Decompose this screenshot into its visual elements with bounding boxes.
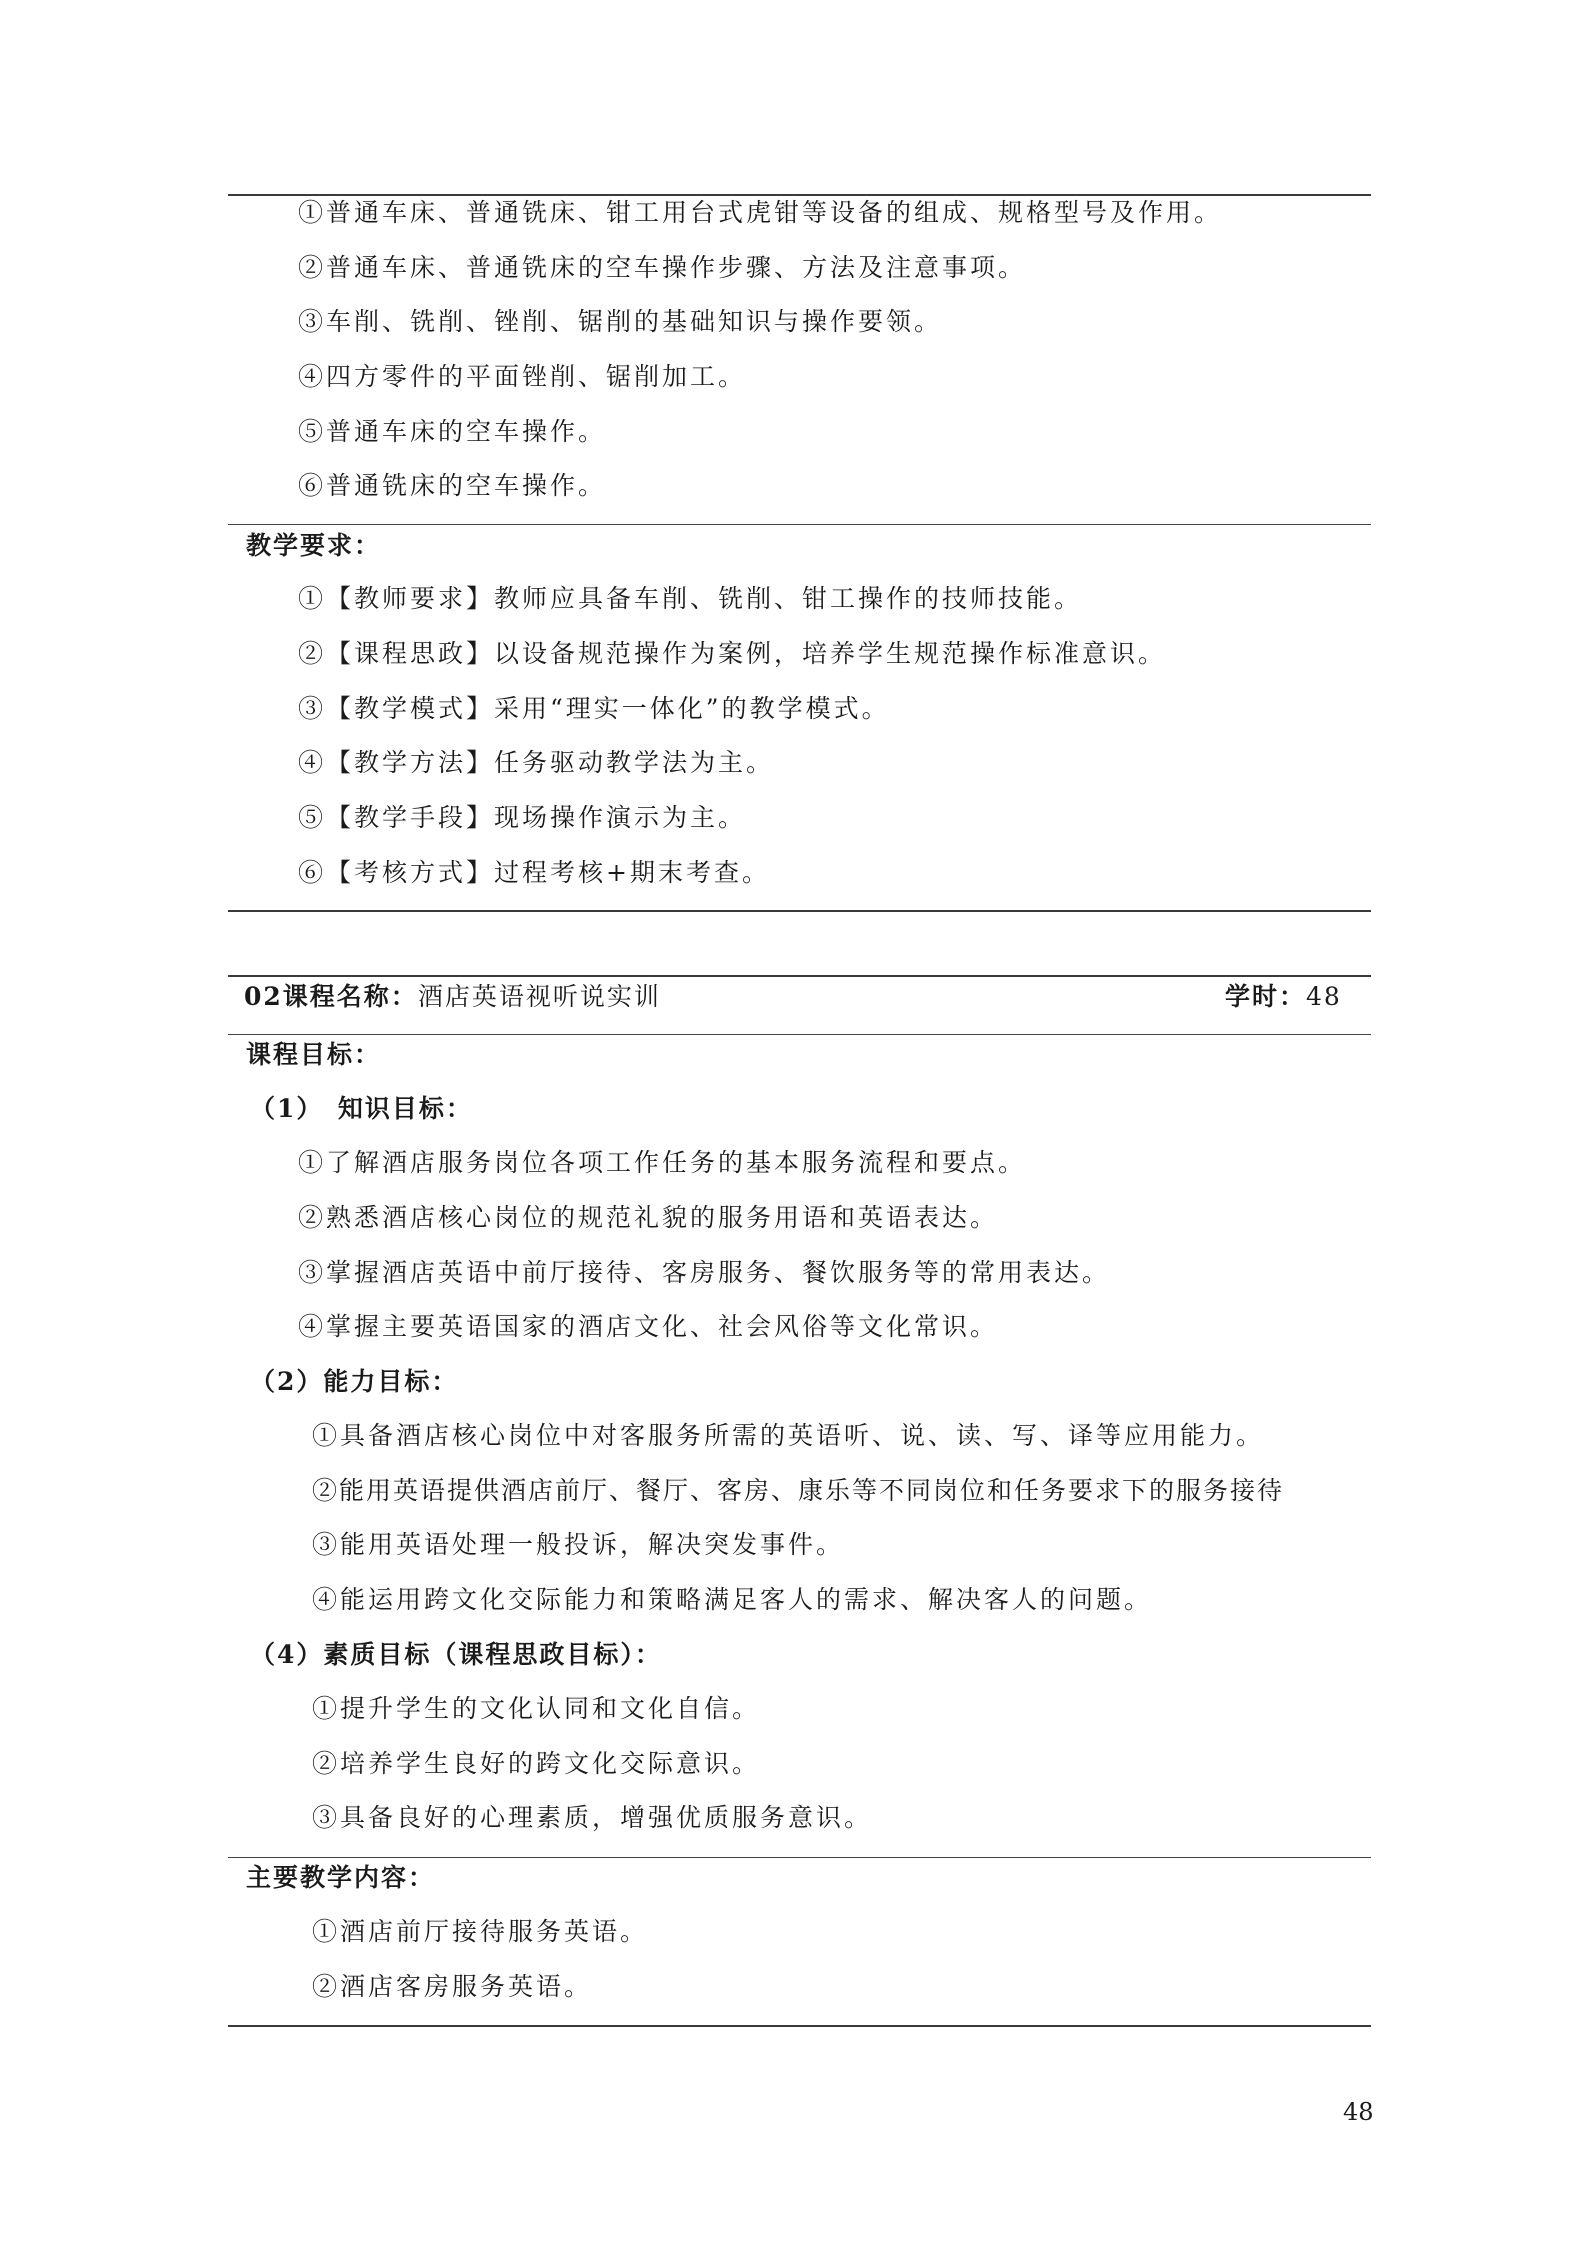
list-item: ①酒店前厅接待服务英语。 xyxy=(312,1917,649,1946)
course-title-row xyxy=(244,980,661,1014)
list-item: ②能用英语提供酒店前厅、餐厅、客房、康乐等不同岗位和任务要求下的服务接待 xyxy=(312,1476,1285,1505)
list-item: ④四方零件的平面锉削、锯削加工。 xyxy=(298,362,747,391)
list-item: ③掌握酒店英语中前厅接待、客房服务、餐饮服务等的常用表达。 xyxy=(298,1258,1111,1287)
divider xyxy=(228,1857,1371,1858)
list-item: ③具备良好的心理素质，增强优质服务意识。 xyxy=(312,1803,873,1832)
divider xyxy=(228,1034,1371,1035)
list-item: ④【教学方法】任务驱动教学法为主。 xyxy=(298,748,775,777)
hours-value: 48 xyxy=(1306,982,1342,1011)
list-item: ②【课程思政】以设备规范操作为案例，培养学生规范操作标准意识。 xyxy=(298,639,1167,668)
list-item: ④能运用跨文化交际能力和策略满足客人的需求、解决客人的问题。 xyxy=(312,1585,1153,1614)
bottom-rule xyxy=(228,2025,1371,2027)
list-item: ③【教学模式】采用“理实一体化”的教学模式。 xyxy=(298,694,890,723)
list-item: ①普通车床、普通铣床、钳工用台式虎钳等设备的组成、规格型号及作用。 xyxy=(298,198,1223,227)
page-number: 48 xyxy=(1343,2098,1374,2126)
list-item: ⑥普通铣床的空车操作。 xyxy=(298,471,607,500)
list-item: ②培养学生良好的跨文化交际意识。 xyxy=(312,1749,761,1778)
course-hours xyxy=(1225,980,1342,1014)
requirements-heading: 教学要求： xyxy=(246,531,382,560)
list-item: ①提升学生的文化认同和文化自信。 xyxy=(312,1694,761,1723)
list-item: ②酒店客房服务英语。 xyxy=(312,1972,593,2001)
course-number: 02 xyxy=(244,982,283,1011)
list-item: ④掌握主要英语国家的酒店文化、社会风俗等文化常识。 xyxy=(298,1312,999,1341)
divider xyxy=(228,524,1371,525)
list-item: ②普通车床、普通铣床的空车操作步骤、方法及注意事项。 xyxy=(298,253,1027,282)
list-item: ③能用英语处理一般投诉，解决突发事件。 xyxy=(312,1530,845,1559)
objectives-heading: 课程目标： xyxy=(246,1040,382,1069)
list-item: ①了解酒店服务岗位各项工作任务的基本服务流程和要点。 xyxy=(298,1148,1027,1177)
list-item: ②熟悉酒店核心岗位的规范礼貌的服务用语和英语表达。 xyxy=(298,1203,999,1232)
course-top-rule xyxy=(228,975,1371,977)
list-item: ⑤普通车床的空车操作。 xyxy=(298,417,607,446)
section-end-rule xyxy=(228,910,1371,912)
list-item: ①【教师要求】教师应具备车削、铣削、钳工操作的技师技能。 xyxy=(298,584,1083,613)
list-item: ①具备酒店核心岗位中对客服务所需的英语听、说、读、写、译等应用能力。 xyxy=(312,1421,1265,1450)
list-item: ③车削、铣削、锉削、锯削的基础知识与操作要领。 xyxy=(298,307,943,336)
list-item: ⑥【考核方式】过程考核+期末考查。 xyxy=(298,858,770,887)
knowledge-heading: （1） 知识目标： xyxy=(250,1094,473,1123)
course-name: 酒店英语视听说实训 xyxy=(417,982,661,1011)
hours-label: 学时： xyxy=(1225,982,1307,1011)
content-heading: 主要教学内容： xyxy=(246,1863,436,1892)
quality-heading: （4）素质目标（课程思政目标）： xyxy=(250,1640,662,1669)
course-name-label: 课程名称： xyxy=(282,982,418,1011)
ability-heading: （2）能力目标： xyxy=(250,1367,459,1396)
list-item: ⑤【教学手段】现场操作演示为主。 xyxy=(298,803,747,832)
